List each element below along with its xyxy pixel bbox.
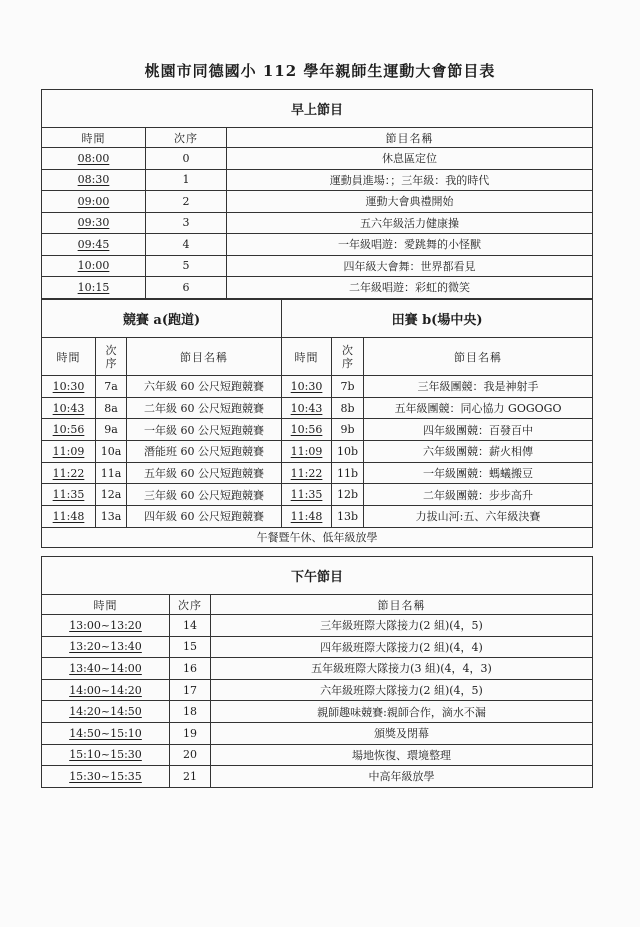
afternoon-program-table — [41, 556, 593, 788]
program-name: 休息區定位 — [227, 148, 593, 170]
table-row — [42, 148, 593, 170]
field-name: 五年級團競：同心協力 GOGOGO — [364, 397, 593, 419]
table-row — [42, 212, 593, 234]
table-row — [42, 462, 593, 484]
field-seq: 12b — [332, 484, 364, 506]
program-time: 15:10~15:30 — [42, 744, 170, 766]
table-row — [42, 277, 593, 299]
field-name: 一年級團競：螞蟻搬豆 — [364, 462, 593, 484]
track-heading: 競賽 a(跑道) — [42, 300, 282, 338]
table-row — [42, 397, 593, 419]
track-name-header: 節目名稱 — [127, 338, 282, 376]
track-seq: 10a — [96, 441, 127, 463]
table-row — [42, 701, 593, 723]
track-seq: 7a — [96, 376, 127, 398]
track-seq: 8a — [96, 397, 127, 419]
track-time: 11:22 — [42, 462, 96, 484]
program-seq: 2 — [146, 191, 227, 213]
program-name: 一年級唱遊：愛跳舞的小怪獸 — [227, 234, 593, 256]
page-title: 桃園市同德國小 112 學年親師生運動大會節目表 — [144, 62, 496, 80]
program-name: 五年級班際大隊接力(3 組)(4，4，3) — [211, 658, 593, 680]
program-name: 運動員進場：；三年級：我的時代 — [227, 169, 593, 191]
field-seq: 7b — [332, 376, 364, 398]
track-name: 三年級 60 公尺短跑競賽 — [127, 484, 282, 506]
program-time: 09:00 — [42, 191, 146, 213]
program-name: 四年級大會舞：世界都看見 — [227, 255, 593, 277]
field-time: 11:22 — [282, 462, 332, 484]
table-row — [42, 658, 593, 680]
table-row — [42, 191, 593, 213]
program-seq: 19 — [170, 722, 211, 744]
track-seq-header: 次 序 — [96, 338, 127, 376]
table-row — [42, 679, 593, 701]
program-time: 13:00~13:20 — [42, 615, 170, 637]
track-name: 六年級 60 公尺短跑競賽 — [127, 376, 282, 398]
program-seq: 20 — [170, 744, 211, 766]
afternoon-seq-header: 次序 — [170, 595, 211, 615]
program-time: 09:30 — [42, 212, 146, 234]
table-row — [42, 615, 593, 637]
field-time: 10:30 — [282, 376, 332, 398]
field-time-header: 時間 — [282, 338, 332, 376]
field-seq: 13b — [332, 506, 364, 528]
program-time: 14:20~14:50 — [42, 701, 170, 723]
program-name: 頒獎及閉幕 — [211, 722, 593, 744]
field-time: 10:56 — [282, 419, 332, 441]
field-seq-header: 次 序 — [332, 338, 364, 376]
field-time: 11:09 — [282, 441, 332, 463]
lunch-note: 午餐暨午休、低年級放學 — [42, 527, 593, 547]
program-seq: 21 — [170, 766, 211, 788]
program-time: 09:45 — [42, 234, 146, 256]
program-time: 13:40~14:00 — [42, 658, 170, 680]
morning-name-header: 節目名稱 — [227, 128, 593, 148]
track-name: 二年級 60 公尺短跑競賽 — [127, 397, 282, 419]
field-time: 10:43 — [282, 397, 332, 419]
field-heading: 田賽 b(場中央) — [282, 300, 593, 338]
program-name: 運動大會典禮開始 — [227, 191, 593, 213]
program-time: 08:00 — [42, 148, 146, 170]
track-name: 一年級 60 公尺短跑競賽 — [127, 419, 282, 441]
program-seq: 0 — [146, 148, 227, 170]
track-seq: 12a — [96, 484, 127, 506]
program-time: 08:30 — [42, 169, 146, 191]
field-name: 力拔山河:五、六年級決賽 — [364, 506, 593, 528]
track-name: 五年級 60 公尺短跑競賽 — [127, 462, 282, 484]
program-name: 五六年級活力健康操 — [227, 212, 593, 234]
morning-heading: 早上節目 — [42, 90, 593, 128]
program-seq: 16 — [170, 658, 211, 680]
track-seq: 13a — [96, 506, 127, 528]
field-name: 六年級團競：薪火相傳 — [364, 441, 593, 463]
field-time: 11:48 — [282, 506, 332, 528]
program-seq: 18 — [170, 701, 211, 723]
table-row — [42, 506, 593, 528]
program-seq: 3 — [146, 212, 227, 234]
field-time: 11:35 — [282, 484, 332, 506]
table-row — [42, 419, 593, 441]
track-seq: 9a — [96, 419, 127, 441]
table-row — [42, 169, 593, 191]
program-name: 六年級班際大隊接力(2 組)(4，5) — [211, 679, 593, 701]
field-name-header: 節目名稱 — [364, 338, 593, 376]
track-name: 四年級 60 公尺短跑競賽 — [127, 506, 282, 528]
program-seq: 4 — [146, 234, 227, 256]
program-name: 三年級班際大隊接力(2 組)(4，5) — [211, 615, 593, 637]
program-seq: 6 — [146, 277, 227, 299]
track-time: 11:09 — [42, 441, 96, 463]
program-seq: 1 — [146, 169, 227, 191]
program-name: 四年級班際大隊接力(2 組)(4，4) — [211, 636, 593, 658]
track-time: 10:56 — [42, 419, 96, 441]
morning-time-header: 時間 — [42, 128, 146, 148]
field-name: 四年級團競：百發百中 — [364, 419, 593, 441]
program-seq: 15 — [170, 636, 211, 658]
track-time: 11:35 — [42, 484, 96, 506]
competition-table — [41, 299, 593, 548]
program-name: 中高年級放學 — [211, 766, 593, 788]
program-time: 10:15 — [42, 277, 146, 299]
program-time: 15:30~15:35 — [42, 766, 170, 788]
program-time: 14:00~14:20 — [42, 679, 170, 701]
field-name: 三年級團競：我是神射手 — [364, 376, 593, 398]
table-row — [42, 744, 593, 766]
table-row — [42, 766, 593, 788]
track-time: 10:30 — [42, 376, 96, 398]
track-time: 10:43 — [42, 397, 96, 419]
table-row — [42, 722, 593, 744]
table-row — [42, 234, 593, 256]
program-seq: 5 — [146, 255, 227, 277]
table-row — [42, 376, 593, 398]
afternoon-heading: 下午節目 — [42, 557, 593, 595]
program-seq: 17 — [170, 679, 211, 701]
field-seq: 8b — [332, 397, 364, 419]
track-name: 潛能班 60 公尺短跑競賽 — [127, 441, 282, 463]
afternoon-name-header: 節目名稱 — [211, 595, 593, 615]
program-time: 13:20~13:40 — [42, 636, 170, 658]
program-time: 14:50~15:10 — [42, 722, 170, 744]
table-row — [42, 255, 593, 277]
program-time: 10:00 — [42, 255, 146, 277]
program-name: 場地恢復、環境整理 — [211, 744, 593, 766]
track-time-header: 時間 — [42, 338, 96, 376]
field-seq: 9b — [332, 419, 364, 441]
field-seq: 10b — [332, 441, 364, 463]
table-row — [42, 484, 593, 506]
table-row — [42, 441, 593, 463]
afternoon-time-header: 時間 — [42, 595, 170, 615]
track-time: 11:48 — [42, 506, 96, 528]
track-seq: 11a — [96, 462, 127, 484]
program-seq: 14 — [170, 615, 211, 637]
morning-seq-header: 次序 — [146, 128, 227, 148]
program-name: 親師趣味競賽:親師合作，滴水不漏 — [211, 701, 593, 723]
program-name: 二年級唱遊：彩虹的微笑 — [227, 277, 593, 299]
field-name: 二年級團競：步步高升 — [364, 484, 593, 506]
morning-program-table — [41, 89, 593, 299]
table-row — [42, 636, 593, 658]
field-seq: 11b — [332, 462, 364, 484]
